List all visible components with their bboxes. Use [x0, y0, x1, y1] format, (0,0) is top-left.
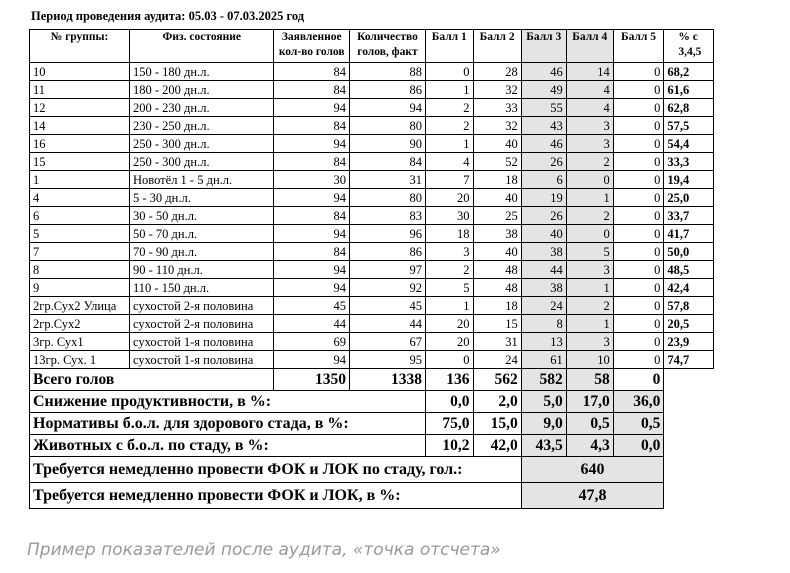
declared-cell: 69 [274, 333, 350, 351]
table-row [30, 333, 714, 351]
group-cell: 12 [30, 99, 130, 117]
summary-score-3: 9,0 [521, 413, 566, 435]
score-3-cell: 38 [521, 243, 566, 261]
declared-cell: 94 [274, 99, 350, 117]
declared-cell: 94 [274, 261, 350, 279]
audit-table [29, 29, 714, 509]
score-4-cell: 2 [566, 153, 613, 171]
summary-row [30, 413, 714, 435]
table-row [30, 243, 714, 261]
actual-cell: 88 [349, 63, 425, 81]
score-4-cell: 1 [566, 315, 613, 333]
table-row [30, 351, 714, 369]
score-2-cell: 38 [473, 225, 521, 243]
score-3-cell: 43 [521, 117, 566, 135]
score-1-cell: 20 [425, 333, 473, 351]
group-cell: 11 [30, 81, 130, 99]
score-1-cell: 0 [425, 63, 473, 81]
score-3-cell: 26 [521, 207, 566, 225]
requirement-label: Требуется немедленно провести ФОК и ЛОК по стаду, гол.: [30, 457, 522, 483]
group-cell: 3гр. Сух1 [30, 333, 130, 351]
score-5-cell: 0 [613, 81, 664, 99]
table-row [30, 63, 714, 81]
score-3-cell: 13 [521, 333, 566, 351]
actual-cell: 67 [349, 333, 425, 351]
percent-cell: 68,2 [664, 63, 714, 81]
group-cell: 13гр. Сух. 1 [30, 351, 130, 369]
score-4-cell: 1 [566, 279, 613, 297]
total-score-1: 136 [425, 369, 473, 391]
requirement-value: 640 [521, 457, 664, 483]
table-row [30, 99, 714, 117]
declared-cell: 84 [274, 153, 350, 171]
score-2-cell: 24 [473, 351, 521, 369]
score-1-cell: 18 [425, 225, 473, 243]
score-2-cell: 28 [473, 63, 521, 81]
summary-score-2: 2,0 [473, 391, 521, 413]
summary-row [30, 435, 714, 457]
actual-cell: 44 [349, 315, 425, 333]
percent-cell: 33,3 [664, 153, 714, 171]
group-cell: 7 [30, 243, 130, 261]
header-percent: % с 3,4,5 [664, 30, 714, 63]
score-5-cell: 0 [613, 243, 664, 261]
state-cell: 250 - 300 дн.л. [130, 135, 274, 153]
state-cell: 5 - 30 дн.л. [130, 189, 274, 207]
requirement-blank [664, 457, 714, 483]
score-5-cell: 0 [613, 207, 664, 225]
declared-cell: 44 [274, 315, 350, 333]
summary-score-4: 4,3 [566, 435, 613, 457]
score-5-cell: 0 [613, 279, 664, 297]
header-score-2: Балл 2 [473, 30, 521, 63]
score-5-cell: 0 [613, 261, 664, 279]
score-2-cell: 15 [473, 315, 521, 333]
score-2-cell: 25 [473, 207, 521, 225]
score-4-cell: 3 [566, 117, 613, 135]
declared-cell: 84 [274, 243, 350, 261]
score-5-cell: 0 [613, 351, 664, 369]
score-4-cell: 2 [566, 297, 613, 315]
score-2-cell: 18 [473, 297, 521, 315]
score-4-cell: 0 [566, 225, 613, 243]
requirement-label: Требуется немедленно провести ФОК и ЛОК, в %: [30, 483, 522, 509]
score-2-cell: 40 [473, 243, 521, 261]
actual-cell: 86 [349, 243, 425, 261]
total-declared: 1350 [274, 369, 350, 391]
score-5-cell: 0 [613, 189, 664, 207]
state-cell: сухостой 2-я половина [130, 315, 274, 333]
score-5-cell: 0 [613, 297, 664, 315]
requirement-value: 47,8 [521, 483, 664, 509]
actual-cell: 96 [349, 225, 425, 243]
audit-period-title: Период проведения аудита: 05.03 - 07.03.2025 год [31, 9, 305, 23]
percent-cell: 54,4 [664, 135, 714, 153]
summary-score-2: 15,0 [473, 413, 521, 435]
score-1-cell: 3 [425, 243, 473, 261]
state-cell: сухостой 1-я половина [130, 351, 274, 369]
summary-blank [664, 391, 714, 413]
score-1-cell: 7 [425, 171, 473, 189]
total-score-3: 582 [521, 369, 566, 391]
actual-cell: 83 [349, 207, 425, 225]
state-cell: сухостой 1-я половина [130, 333, 274, 351]
table-row [30, 279, 714, 297]
score-4-cell: 5 [566, 243, 613, 261]
score-3-cell: 24 [521, 297, 566, 315]
actual-cell: 45 [349, 297, 425, 315]
group-cell: 14 [30, 117, 130, 135]
percent-cell: 50,0 [664, 243, 714, 261]
score-2-cell: 40 [473, 135, 521, 153]
table-header-row [30, 30, 714, 63]
summary-score-4: 0,5 [566, 413, 613, 435]
score-4-cell: 3 [566, 135, 613, 153]
declared-cell: 84 [274, 63, 350, 81]
state-cell: 70 - 90 дн.л. [130, 243, 274, 261]
percent-cell: 19,4 [664, 171, 714, 189]
header-declared: Заявленное кол-во голов [274, 30, 350, 63]
state-cell: 230 - 250 дн.л. [130, 117, 274, 135]
score-3-cell: 26 [521, 153, 566, 171]
score-1-cell: 30 [425, 207, 473, 225]
score-1-cell: 1 [425, 81, 473, 99]
total-actual: 1338 [349, 369, 425, 391]
score-5-cell: 0 [613, 99, 664, 117]
score-5-cell: 0 [613, 63, 664, 81]
score-1-cell: 20 [425, 189, 473, 207]
group-cell: 16 [30, 135, 130, 153]
percent-cell: 61,6 [664, 81, 714, 99]
actual-cell: 31 [349, 171, 425, 189]
declared-cell: 94 [274, 189, 350, 207]
percent-cell: 48,5 [664, 261, 714, 279]
score-2-cell: 33 [473, 99, 521, 117]
score-3-cell: 40 [521, 225, 566, 243]
requirement-row [30, 483, 714, 509]
score-5-cell: 0 [613, 153, 664, 171]
actual-cell: 80 [349, 189, 425, 207]
summary-blank [664, 435, 714, 457]
header-score-5: Балл 5 [613, 30, 664, 63]
actual-cell: 97 [349, 261, 425, 279]
state-cell: 200 - 230 дн.л. [130, 99, 274, 117]
score-3-cell: 8 [521, 315, 566, 333]
summary-score-3: 43,5 [521, 435, 566, 457]
table-row [30, 135, 714, 153]
table-row [30, 315, 714, 333]
table-row [30, 153, 714, 171]
header-score-1: Балл 1 [425, 30, 473, 63]
score-1-cell: 2 [425, 99, 473, 117]
actual-cell: 92 [349, 279, 425, 297]
percent-cell: 57,5 [664, 117, 714, 135]
score-5-cell: 0 [613, 333, 664, 351]
total-label: Всего голов [30, 369, 274, 391]
score-2-cell: 32 [473, 81, 521, 99]
header-state: Физ. состояние [130, 30, 274, 63]
score-1-cell: 1 [425, 135, 473, 153]
percent-cell: 74,7 [664, 351, 714, 369]
group-cell: 5 [30, 225, 130, 243]
score-3-cell: 38 [521, 279, 566, 297]
score-2-cell: 52 [473, 153, 521, 171]
score-5-cell: 0 [613, 225, 664, 243]
score-3-cell: 6 [521, 171, 566, 189]
score-1-cell: 2 [425, 117, 473, 135]
score-1-cell: 20 [425, 315, 473, 333]
requirement-blank [664, 483, 714, 509]
state-cell: 30 - 50 дн.л. [130, 207, 274, 225]
score-2-cell: 31 [473, 333, 521, 351]
total-row [30, 369, 714, 391]
state-cell: 50 - 70 дн.л. [130, 225, 274, 243]
group-cell: 1 [30, 171, 130, 189]
group-cell: 10 [30, 63, 130, 81]
score-3-cell: 46 [521, 135, 566, 153]
actual-cell: 90 [349, 135, 425, 153]
declared-cell: 84 [274, 207, 350, 225]
declared-cell: 30 [274, 171, 350, 189]
actual-cell: 80 [349, 117, 425, 135]
score-5-cell: 0 [613, 171, 664, 189]
summary-label: Нормативы б.о.л. для здорового стада, в %: [30, 413, 426, 435]
actual-cell: 86 [349, 81, 425, 99]
table-row [30, 225, 714, 243]
declared-cell: 94 [274, 279, 350, 297]
header-actual: Количество голов, факт [349, 30, 425, 63]
group-cell: 2гр.Сух2 [30, 315, 130, 333]
score-3-cell: 49 [521, 81, 566, 99]
table-row [30, 261, 714, 279]
percent-cell: 42,4 [664, 279, 714, 297]
table-row [30, 297, 714, 315]
percent-cell: 57,8 [664, 297, 714, 315]
summary-score-5: 0,0 [613, 435, 664, 457]
state-cell: 250 - 300 дн.л. [130, 153, 274, 171]
score-1-cell: 2 [425, 261, 473, 279]
score-3-cell: 19 [521, 189, 566, 207]
group-cell: 8 [30, 261, 130, 279]
group-cell: 9 [30, 279, 130, 297]
score-2-cell: 40 [473, 189, 521, 207]
score-3-cell: 61 [521, 351, 566, 369]
summary-score-3: 5,0 [521, 391, 566, 413]
summary-blank [664, 413, 714, 435]
percent-cell: 41,7 [664, 225, 714, 243]
score-2-cell: 48 [473, 279, 521, 297]
state-cell: 90 - 110 дн.л. [130, 261, 274, 279]
header-score-4: Балл 4 [566, 30, 613, 63]
score-4-cell: 0 [566, 171, 613, 189]
percent-cell: 23,9 [664, 333, 714, 351]
total-score-2: 562 [473, 369, 521, 391]
score-5-cell: 0 [613, 135, 664, 153]
score-2-cell: 32 [473, 117, 521, 135]
group-cell: 4 [30, 189, 130, 207]
declared-cell: 84 [274, 81, 350, 99]
total-score-5: 0 [613, 369, 664, 391]
audit-table-body [30, 30, 714, 509]
score-3-cell: 44 [521, 261, 566, 279]
group-cell: 2гр.Сух2 Улица [30, 297, 130, 315]
score-5-cell: 0 [613, 117, 664, 135]
score-4-cell: 3 [566, 333, 613, 351]
total-blank [664, 369, 714, 391]
summary-label: Животных с б.о.л. по стаду, в %: [30, 435, 426, 457]
declared-cell: 45 [274, 297, 350, 315]
percent-cell: 20,5 [664, 315, 714, 333]
score-4-cell: 1 [566, 189, 613, 207]
summary-label: Снижение продуктивности, в %: [30, 391, 426, 413]
summary-score-2: 42,0 [473, 435, 521, 457]
score-1-cell: 5 [425, 279, 473, 297]
declared-cell: 84 [274, 117, 350, 135]
table-row [30, 81, 714, 99]
declared-cell: 94 [274, 225, 350, 243]
state-cell: 150 - 180 дн.л. [130, 63, 274, 81]
summary-score-5: 36,0 [613, 391, 664, 413]
score-1-cell: 4 [425, 153, 473, 171]
table-row [30, 207, 714, 225]
score-4-cell: 4 [566, 81, 613, 99]
score-4-cell: 14 [566, 63, 613, 81]
score-2-cell: 48 [473, 261, 521, 279]
score-1-cell: 1 [425, 297, 473, 315]
header-score-3: Балл 3 [521, 30, 566, 63]
declared-cell: 94 [274, 135, 350, 153]
group-cell: 6 [30, 207, 130, 225]
summary-score-1: 75,0 [425, 413, 473, 435]
summary-row [30, 391, 714, 413]
state-cell: сухостой 2-я половина [130, 297, 274, 315]
score-2-cell: 18 [473, 171, 521, 189]
figure-caption: Пример показателей после аудита, «точка отсчета» [27, 540, 501, 560]
actual-cell: 94 [349, 99, 425, 117]
score-1-cell: 0 [425, 351, 473, 369]
percent-cell: 25,0 [664, 189, 714, 207]
state-cell: 110 - 150 дн.л. [130, 279, 274, 297]
state-cell: 180 - 200 дн.л. [130, 81, 274, 99]
group-cell: 15 [30, 153, 130, 171]
percent-cell: 62,8 [664, 99, 714, 117]
score-4-cell: 2 [566, 207, 613, 225]
score-4-cell: 3 [566, 261, 613, 279]
actual-cell: 95 [349, 351, 425, 369]
actual-cell: 84 [349, 153, 425, 171]
percent-cell: 33,7 [664, 207, 714, 225]
table-row [30, 117, 714, 135]
score-3-cell: 46 [521, 63, 566, 81]
summary-score-4: 17,0 [566, 391, 613, 413]
total-score-4: 58 [566, 369, 613, 391]
score-4-cell: 10 [566, 351, 613, 369]
score-3-cell: 55 [521, 99, 566, 117]
table-row [30, 189, 714, 207]
audit-table-container [29, 29, 714, 526]
state-cell: Новотёл 1 - 5 дн.л. [130, 171, 274, 189]
requirement-row [30, 457, 714, 483]
declared-cell: 94 [274, 351, 350, 369]
summary-score-5: 0,5 [613, 413, 664, 435]
table-row [30, 171, 714, 189]
summary-score-1: 10,2 [425, 435, 473, 457]
summary-score-1: 0,0 [425, 391, 473, 413]
score-4-cell: 4 [566, 99, 613, 117]
header-group: № группы: [30, 30, 130, 63]
score-5-cell: 0 [613, 315, 664, 333]
